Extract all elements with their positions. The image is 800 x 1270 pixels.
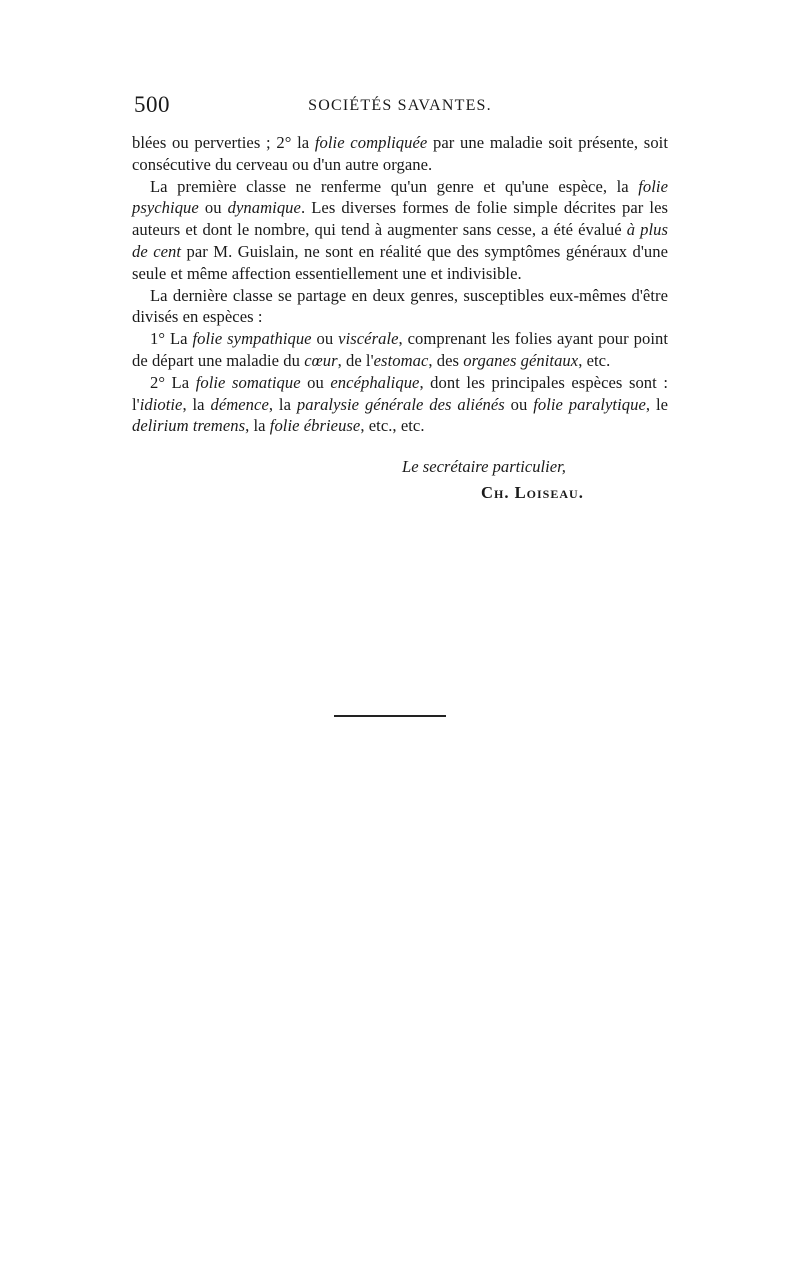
body-text [132,132,668,437]
italic-run: paralysie générale des aliénés [296,394,505,414]
running-head [132,92,668,132]
paragraph [132,372,668,437]
italic-run: encéphalique [330,372,420,392]
running-title: SOCIÉTÉS SAVANTES. [308,97,492,114]
paragraph [132,285,668,329]
signature-block [132,457,668,517]
text-run: La dernière classe se partage en deux genres, susceptibles eux-mêmes d'être divisés en espèces : [132,285,668,327]
text-run: 1° La [150,329,193,349]
paragraph [132,176,668,285]
page-number: 500 [134,92,170,117]
text-run: , des [428,350,464,370]
italic-run: estomac [373,350,429,370]
text-run: , le [645,394,669,414]
italic-run: à plus de cent [132,220,668,261]
italic-run: folie compliquée [314,133,428,152]
text-run: ou [300,372,331,392]
page [132,92,668,517]
italic-run: cœur [304,350,338,370]
text-run: , dont les principales espèces sont : l' [132,372,668,414]
text-run: 2° La [150,372,196,392]
italic-run: viscérale [338,329,399,349]
closing-rule [334,715,446,717]
text-run: ou [311,329,339,349]
italic-run: folie ébrieuse [269,416,361,436]
italic-run: idiotie [139,394,183,414]
italic-run: organes génitaux [463,350,579,370]
text-run: par M. Guislain, ne sont en réalité que des symptômes généraux d'une seule et même affection essentiellement une et indivisible. [132,241,668,283]
text-run: ou [504,394,534,414]
text-run: , la [182,394,211,414]
text-run: . Les diverses formes de folie simple décrites par les auteurs et dont le nombre, qui tend à augmenter sans cesse, a été évalué [132,198,668,240]
italic-run: folie sympathique [192,329,312,349]
text-run: par une maladie soit présente, soit consécutive du cerveau ou d'un autre organe. [132,133,668,174]
italic-run: dynamique [227,198,301,218]
text-run: La première classe ne renferme qu'un genre et qu'une espèce, la [150,176,639,196]
text-run: , etc. [578,350,611,370]
text-run: , comprenant les folies ayant pour point de départ une maladie du [132,329,669,370]
italic-run: folie somatique [195,372,301,392]
italic-run: folie paralytique [533,394,646,414]
text-run: , de l' [337,350,374,370]
text-run: , la [245,416,270,436]
signature-title: Le secrétaire particulier, [402,457,566,477]
text-run: , etc., etc. [360,416,425,436]
paragraph [132,328,668,372]
italic-run: démence [210,394,269,414]
italic-run: delirium tremens [132,416,246,436]
text-run: , la [268,394,297,414]
italic-run: folie psychique [132,176,668,218]
paragraph [132,132,668,176]
text-run: ou [198,198,228,218]
signature-name: Ch. Loiseau. [481,483,584,503]
text-run: blées ou perverties ; 2° la [132,133,315,152]
